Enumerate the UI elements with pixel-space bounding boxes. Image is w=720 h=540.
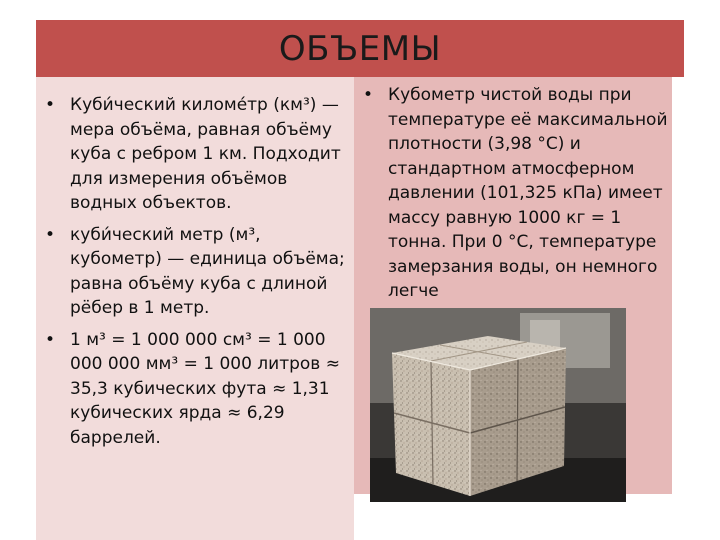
- title-bar: [36, 20, 684, 77]
- bullet-text: Куби́ческий киломе́тр (км³) — мера объёма, равная объёму куба с ребром 1 км. Подходит для измерения объёмов водных объектов.: [70, 95, 341, 213]
- left-bullet-list: [36, 93, 354, 457]
- bullet-text: 1 м³ = 1 000 000 см³ = 1 000 000 000 мм³ = 1 000 литров ≈ 35,3 кубических фута ≈ 1,31 кубических ярда ≈ 6,29 баррелей.: [70, 329, 340, 448]
- bullet-text: Кубометр чистой воды при температуре её максимальной плотности (3,98 °С) и стандартном атмосферном давлении (101,325 кПа) имеет массу равную 1000 кг = 1 тонна. При 0 °С, температуре замерзания воды, он немного легче: [388, 85, 668, 301]
- left-text-panel: [36, 77, 354, 540]
- bullet-text: куби́ческий метр (м³, кубометр) — единица объёма; равна объёму куба с длиной рёбер в 1 метр.: [70, 224, 345, 318]
- bullet-dot-icon: •: [45, 224, 56, 245]
- slide-title: ОБЪЕМЫ: [278, 28, 442, 69]
- bullet-dot-icon: •: [45, 95, 56, 115]
- list-item: [36, 223, 354, 321]
- cubic-meter-photo: [370, 308, 626, 502]
- bullet-dot-icon: •: [363, 85, 374, 105]
- list-item: [36, 328, 354, 451]
- bullet-dot-icon: •: [45, 329, 56, 350]
- list-item: [36, 93, 354, 216]
- list-item: [354, 83, 672, 304]
- right-bullet-list: [354, 83, 672, 304]
